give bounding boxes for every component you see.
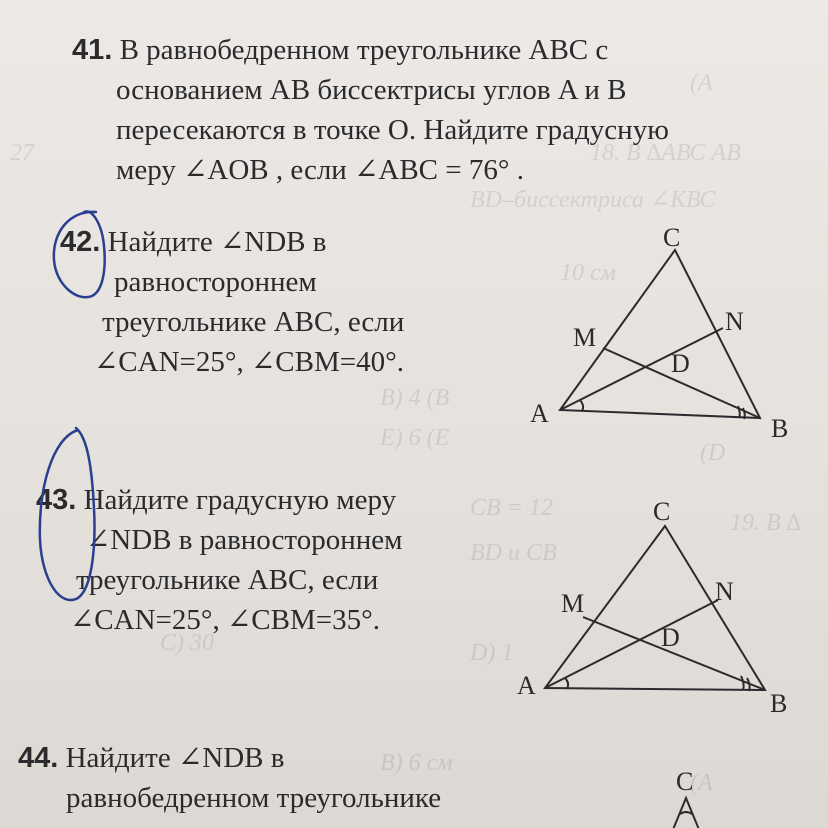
- label-a: A: [530, 399, 549, 428]
- problem-41-line-4: меру ∠AOB , если ∠ABC = 76° .: [116, 154, 524, 186]
- label-a: A: [517, 671, 536, 700]
- label-m: M: [561, 589, 585, 618]
- angle-mark-c: [680, 812, 692, 814]
- label-d: D: [671, 349, 690, 378]
- problem-41-line-1: 41. В равнобедренном треугольнике ABC с: [72, 34, 609, 66]
- problem-41-line-2: основанием AB биссектрисы углов A и B: [116, 74, 627, 106]
- label-d: D: [661, 623, 680, 652]
- problem-42-line-3: треугольнике ABC, если: [102, 306, 405, 338]
- problem-number: 44.: [18, 742, 59, 774]
- problem-44: [18, 738, 441, 818]
- label-b: B: [770, 689, 788, 718]
- label-n: N: [725, 307, 744, 336]
- label-c: C: [676, 767, 694, 796]
- problem-43-line-2: ∠NDB в равностороннем: [86, 524, 403, 556]
- problem-41-line-3: пересекаются в точке O. Найдите градусную: [116, 114, 669, 146]
- problem-43-line-1: 43. Найдите градусную меру: [36, 484, 397, 516]
- problem-43-line-4: ∠CAN=25°, ∠CBM=35°.: [70, 604, 380, 636]
- problem-42: [60, 222, 404, 382]
- triangle-figure-43: [515, 492, 805, 722]
- problem-43: [36, 480, 402, 640]
- problem-number: 42.: [60, 226, 101, 258]
- triangle-figure-44: [660, 762, 720, 828]
- textbook-page: (А 18. В ∆АВС АВ ВD–биссектриса ∠КВС 27 10 см В) 4 (В Е) 6 (Е (D CB = 12 ВD и СВ 19. В ∆ C) 30 D) 1 В) 6 см (А 41. В равнобедренном треугольнике ABC с основанием AB биссектрисы углов A и B пересекаются в точке O. Найдите градусную меру ∠AOB , если ∠ABC = 76° . 42. Найдите ∠NDB в равностороннем треугольнике ABC, если ∠CAN=25°, ∠CBM=40°. C M N D A B 43. Найдите градусную меру ∠NDB в равностороннем треугольнике ABC, если ∠CAN=25°, ∠CBM=35°. C M N D A B 44. Найдите ∠NDB в равнобедренном треугольнике C: [0, 0, 828, 828]
- problem-42-line-2: равностороннем: [114, 266, 317, 298]
- angle-mark-a: [580, 400, 583, 411]
- problem-41: [72, 30, 669, 190]
- label-c: C: [663, 223, 681, 252]
- label-c: C: [653, 497, 671, 526]
- problem-42-line-4: ∠CAN=25°, ∠CBM=40°.: [94, 346, 404, 378]
- problem-43-line-3: треугольнике ABC, если: [76, 564, 379, 596]
- problem-42-line-1: 42. Найдите ∠NDB в: [60, 226, 327, 258]
- problem-number: 43.: [36, 484, 77, 516]
- angle-mark-b: [741, 676, 744, 690]
- label-b: B: [771, 414, 789, 443]
- problem-number: 41.: [72, 34, 113, 66]
- label-m: M: [573, 323, 597, 352]
- triangle-figure-42: [525, 220, 805, 450]
- label-n: N: [715, 577, 734, 606]
- problem-44-line-1: 44. Найдите ∠NDB в: [18, 742, 285, 774]
- problem-44-line-2: равнобедренном треугольнике: [66, 782, 442, 814]
